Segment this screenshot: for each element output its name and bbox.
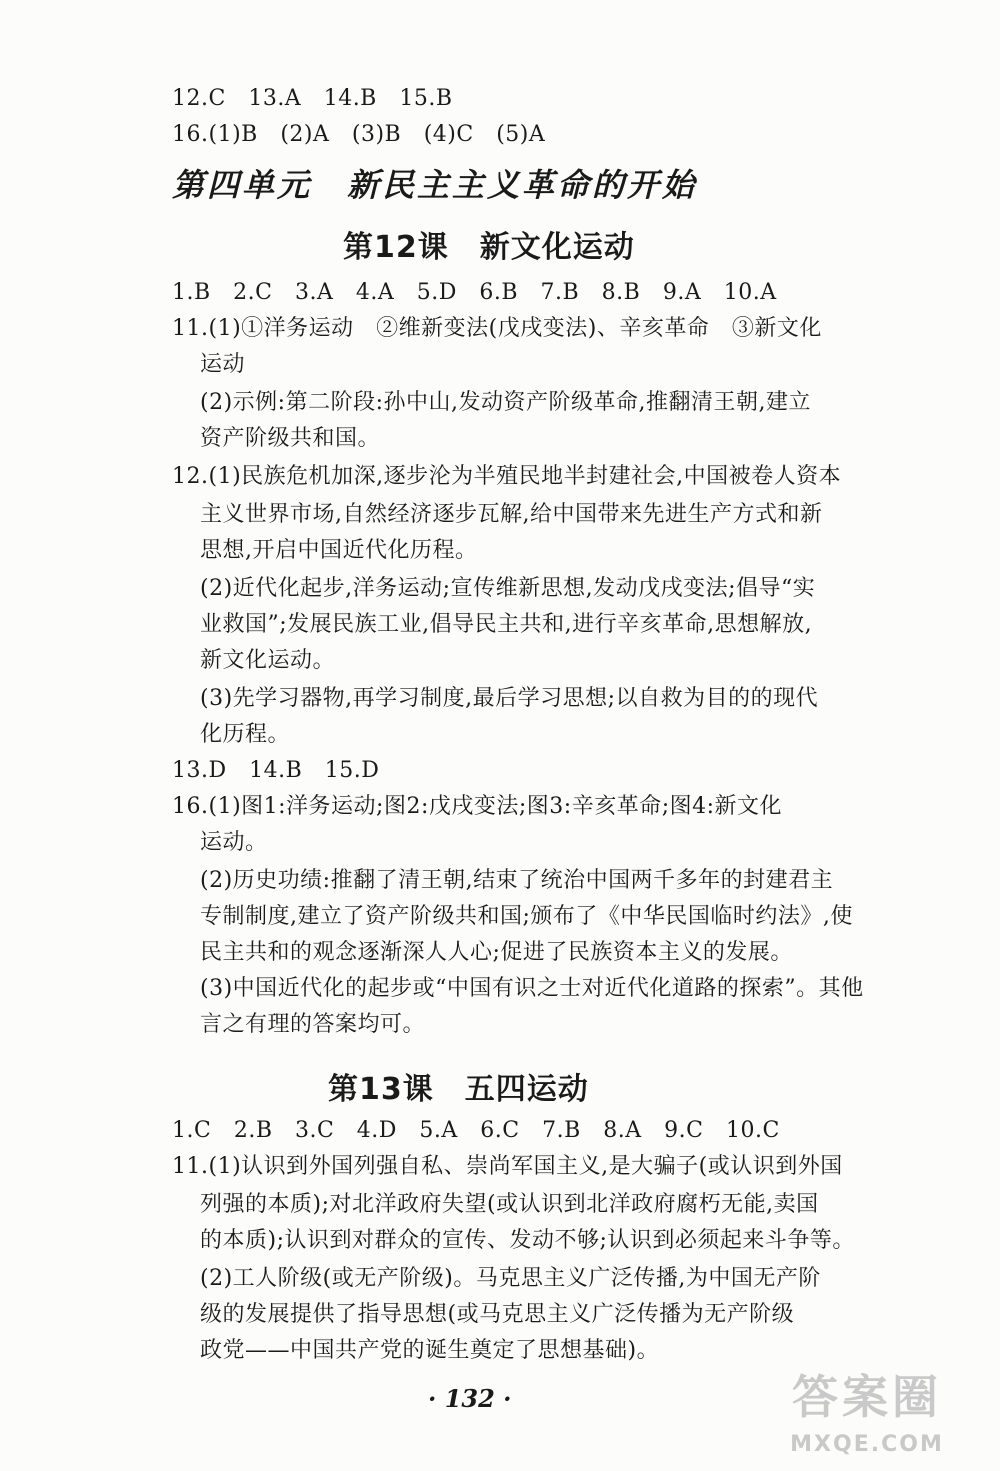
- answer-line: 12.C 13.A 14.B 15.B: [172, 86, 453, 111]
- answer-line: 16.(1)B (2)A (3)B (4)C (5)A: [172, 122, 546, 147]
- watermark-logo-text: 答案圈: [792, 1370, 942, 1424]
- answer-line: 言之有理的答案均可。: [200, 1012, 426, 1037]
- answer-line: 主义世界市场,自然经济逐步瓦解,给中国带来先进生产方式和新: [200, 502, 823, 527]
- answer-line: (2)工人阶级(或无产阶级)。马克思主义广泛传播,为中国无产阶: [200, 1266, 821, 1291]
- answer-line: 11.(1)认识到外国列强自私、崇尚军国主义,是大骗子(或认识到外国: [172, 1154, 843, 1179]
- page-number: · 132 ·: [428, 1384, 512, 1413]
- answer-line: 1.B 2.C 3.A 4.A 5.D 6.B 7.B 8.B 9.A 10.A: [172, 280, 777, 305]
- answer-line: 思想,开启中国近代化历程。: [200, 538, 478, 563]
- answer-line: 运动: [200, 352, 246, 377]
- answer-line: 1.C 2.B 3.C 4.D 5.A 6.C 7.B 8.A 9.C 10.C: [172, 1118, 780, 1143]
- answer-line: 级的发展提供了指导思想(或马克思主义广泛传播为无产阶级: [200, 1302, 795, 1327]
- answer-line: 列强的本质);对北洋政府失望(或认识到北洋政府腐朽无能,卖国: [200, 1192, 819, 1217]
- answer-line: (2)示例:第二阶段:孙中山,发动资产阶级革命,推翻清王朝,建立: [200, 390, 811, 415]
- answer-line: (2)历史功绩:推翻了清王朝,结束了统治中国两千多年的封建君主: [200, 868, 834, 893]
- answer-line: 民主共和的观念逐渐深人人心;促进了民族资本主义的发展。: [200, 940, 793, 965]
- unit-title: 第四单元 新民主主义革命的开始: [172, 166, 698, 204]
- answer-line: (2)近代化起步,洋务运动;宣传维新思想,发动戊戌变法;倡导“实: [200, 576, 816, 601]
- answer-line: 13.D 14.B 15.D: [172, 758, 380, 783]
- answer-line: 业救国”;发展民族工业,倡导民主共和,进行辛亥革命,思想解放,: [200, 612, 813, 637]
- watermark-url: MXQE.COM: [790, 1432, 944, 1457]
- answer-line: 12.(1)民族危机加深,逐步沦为半殖民地半封建社会,中国被卷人资本: [172, 464, 842, 489]
- answer-line: 专制制度,建立了资产阶级共和国;颁布了《中华民国临时约法》,使: [200, 904, 853, 929]
- answer-line: 新文化运动。: [200, 648, 336, 673]
- answer-line: 资产阶级共和国。: [200, 426, 381, 451]
- answer-line: (3)中国近代化的起步或“中国有识之士对近代化道路的探索”。其他: [200, 976, 864, 1001]
- answer-line: 化历程。: [200, 722, 291, 747]
- watermark-logo: [762, 1367, 972, 1457]
- answer-line: 政党——中国共产党的诞生奠定了思想基础)。: [200, 1338, 660, 1363]
- answer-line: (3)先学习器物,再学习制度,最后学习思想;以自救为目的的现代: [200, 686, 819, 711]
- answer-line: 的本质);认识到对群众的宣传、发动不够;认识到必须起来斗争等。: [200, 1228, 855, 1253]
- lesson-title: 第12课 新文化运动: [343, 230, 635, 265]
- answer-line: 16.(1)图1:洋务运动;图2:戊戌变法;图3:辛亥革命;图4:新文化: [172, 794, 783, 819]
- answer-line: 运动。: [200, 830, 268, 855]
- lesson-title: 第13课 五四运动: [328, 1072, 589, 1107]
- answer-line: 11.(1)①洋务运动 ②维新变法(戊戌变法)、辛亥革命 ③新文化: [172, 316, 822, 341]
